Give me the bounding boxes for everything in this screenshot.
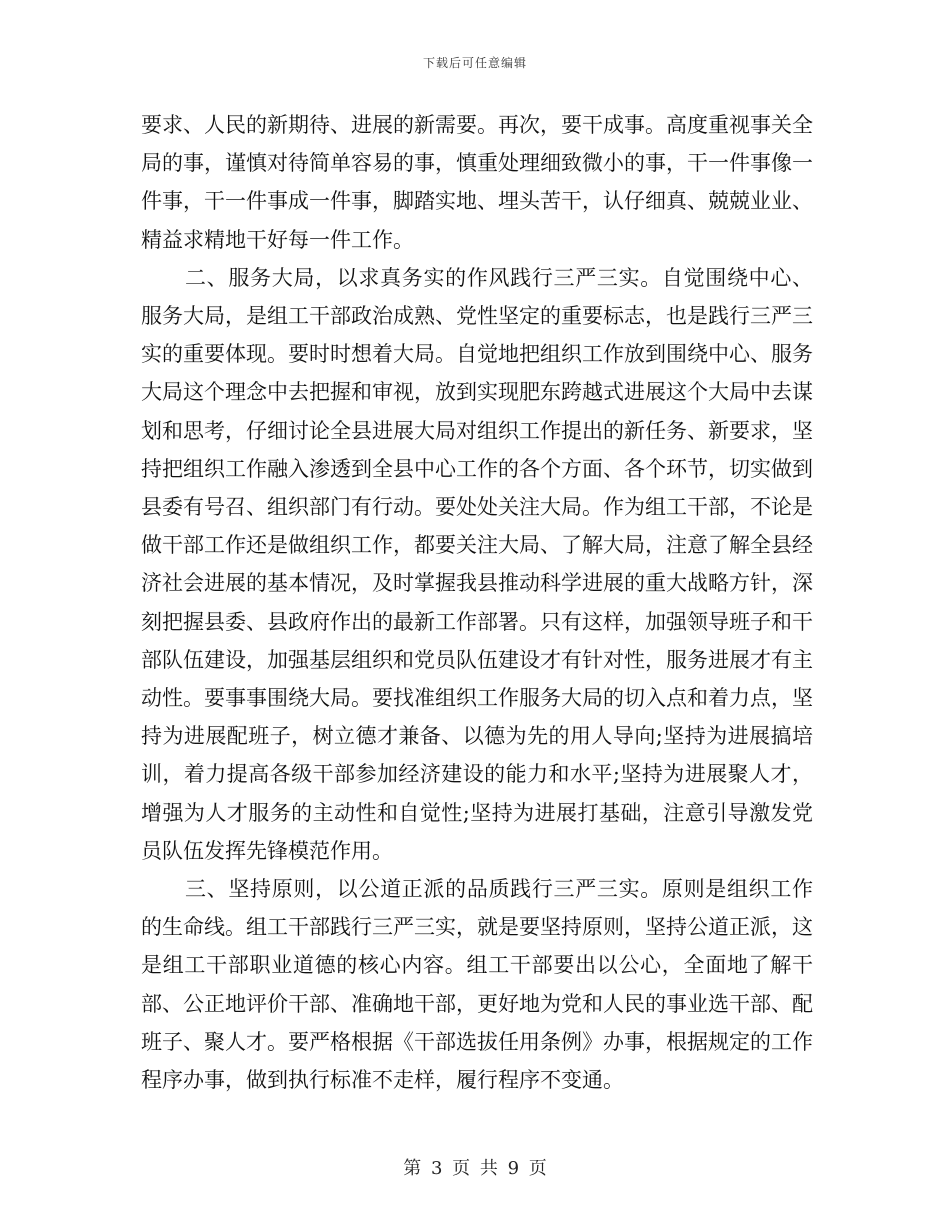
page-number: 第 3 页 共 9 页 <box>403 1158 547 1179</box>
paragraph-service-overall: 二、服务大局，以求真务实的作风践行三严三实。自觉围绕中心、服务大局，是组工干部政治成熟、党性坚定的重要标志，也是践行三严三实的重要体现。要时时想着大局。自觉地把组织工作放到围绕中心、服务大局这个理念中去把握和审视，放到实现肥东跨越式进展这个大局中去谋划和思考，仔细讨论全县进展大局对组织工作提出的新任务、新要求，坚持把组织工作融入渗透到全县中心工作的各个方面、各个环节，切实做到县委有号召、组织部门有行动。要处处关注大局。作为组工干部，不论是做干部工作还是做组织工作，都要关注大局、了解大局，注意了解全县经济社会进展的基本情况，及时掌握我县推动科学进展的重大战略方针，深刻把握县委、县政府作出的最新工作部署。只有这样，加强领导班子和干部队伍建设，加强基层组织和党员队伍建设才有针对性，服务进展才有主动性。要事事围绕大局。要找准组织工作服务大局的切入点和着力点，坚持为进展配班子，树立德才兼备、以德为先的用人导向;坚持为进展搞培训，着力提高各级干部参加经济建设的能力和水平;坚持为进展聚人才，增强为人才服务的主动性和自觉性;坚持为进展打基础，注意引导激发党员队伍发挥先锋模范作用。 <box>141 265 813 863</box>
paragraph-uphold-principles: 三、坚持原则，以公道正派的品质践行三严三实。原则是组织工作的生命线。组工干部践行三严三实，就是要坚持原则，坚持公道正派，这是组工干部职业道德的核心内容。组工干部要出以公心，全面地了解干部、公正地评价干部、准确地干部，更好地为党和人民的事业选干部、配班子、聚人才。要严格根据《干部选拔任用条例》办事，根据规定的工作程序办事，做到执行标准不走样，履行程序不变通。 <box>141 877 813 1093</box>
document-body <box>141 106 813 1099</box>
page-header-note: 下载后可任意编辑 <box>422 56 527 70</box>
paragraph-continuation: 要求、人民的新期待、进展的新需要。再次，要干成事。高度重视事关全局的事，谨慎对待简单容易的事，慎重处理细致微小的事，干一件事像一件事，干一件事成一件事，脚踏实地、埋头苦干，认仔细真、兢兢业业、精益求精地干好每一件工作。 <box>141 113 813 252</box>
